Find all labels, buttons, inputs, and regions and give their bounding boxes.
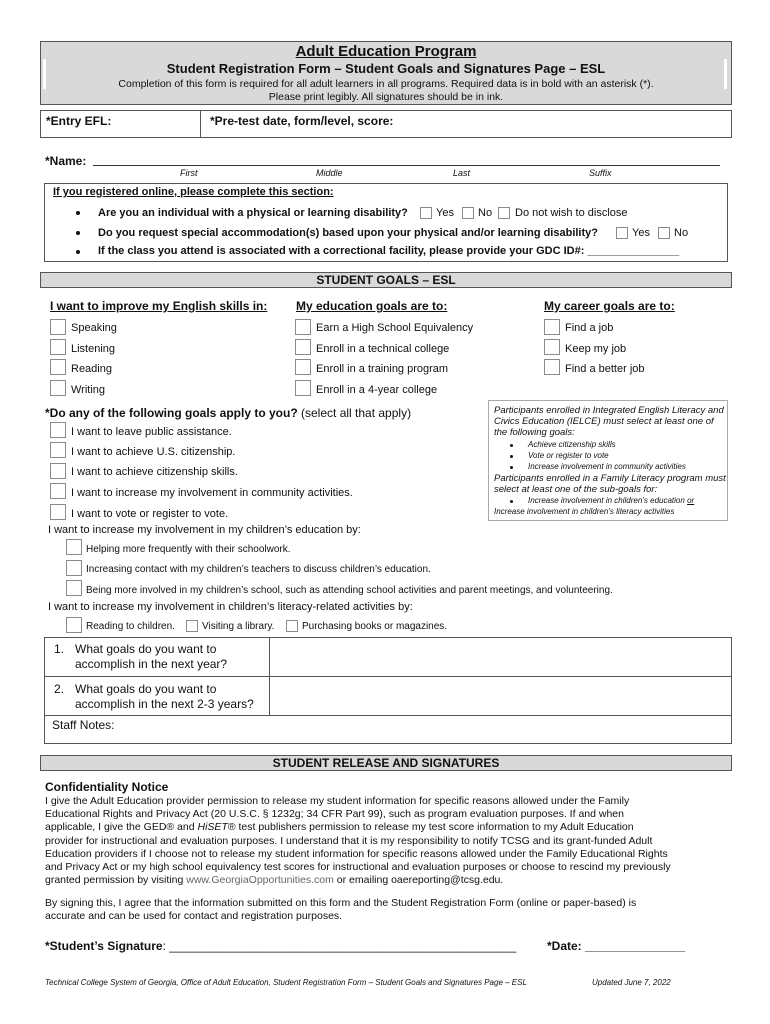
accommodation-no-checkbox[interactable]	[658, 227, 670, 239]
accommodation-question: Do you request special accommodation(s) based upon your physical and/or learning disability?	[98, 227, 598, 239]
conf-line: I give the Adult Education provider permission to release my student information for specific reasons allowed under the Family	[45, 795, 630, 807]
efl-divider	[200, 110, 201, 138]
conf-seg: or emailing oaereporting@tcsg.edu.	[333, 874, 504, 887]
georgia-opportunities-link[interactable]: www.GeorgiaOpportunities.com	[186, 874, 334, 887]
edu-checkbox[interactable]	[295, 380, 311, 396]
q2-number: 2.	[54, 682, 65, 696]
apply-question-text: *Do any of the following goals apply to you?	[45, 406, 298, 420]
literacy-checkbox[interactable]	[286, 620, 298, 632]
children-checkbox[interactable]	[66, 560, 82, 576]
disability-yes-label: Yes	[436, 207, 454, 219]
english-option: Writing	[71, 384, 106, 396]
english-title: I want to improve my English skills in:	[50, 299, 268, 313]
disability-no-checkbox[interactable]	[462, 207, 474, 219]
english-option: Listening	[71, 343, 116, 355]
agree-line: accurate and can be used for contact and registration purposes.	[45, 910, 343, 923]
name-last: Last	[453, 168, 471, 178]
note-bullet-or: or	[687, 496, 695, 505]
accommodation-no-label: No	[674, 227, 689, 239]
form-title: Student Registration Form – Student Goals and Signatures Page – ESL	[166, 61, 606, 76]
name-label: *Name:	[45, 154, 87, 168]
conf-line	[45, 874, 671, 887]
q1-number: 1.	[54, 642, 65, 656]
bullet	[76, 211, 80, 215]
release-header: STUDENT RELEASE AND SIGNATURES	[40, 755, 732, 771]
english-checkbox[interactable]	[50, 319, 66, 335]
signature-line: : ____________________________________________________	[162, 939, 517, 953]
agree-line: By signing this, I agree that the information submitted on this form and the Student Registration Form (online or paper-based) is	[45, 897, 637, 909]
note-bullet: Increase involvement in community activities	[528, 462, 686, 471]
career-title: My career goals are to:	[544, 299, 675, 313]
apply-checkbox[interactable]	[50, 483, 66, 499]
note-bullet: Achieve citizenship skills	[528, 440, 616, 449]
children-option: Being more involved in my children’s school, such as attending school activities and parent meetings, and volunteering.	[86, 585, 613, 596]
bullet	[510, 500, 513, 503]
entry-efl-label[interactable]: *Entry EFL:	[46, 114, 112, 128]
note-p1: Participants enrolled in Integrated English Literacy and Civics Education (IELCE) must select at least one of the following goals:	[494, 405, 724, 438]
instructions-2: Please print legibly. All signatures should be in ink.	[268, 91, 504, 103]
disability-question: Are you an individual with a physical or learning disability?	[98, 207, 408, 219]
name-first: First	[180, 168, 198, 178]
children-checkbox[interactable]	[66, 580, 82, 596]
english-checkbox[interactable]	[50, 380, 66, 396]
goals-header: STUDENT GOALS – ESL	[40, 272, 732, 288]
disability-no-label: No	[478, 207, 493, 219]
edu-option: Enroll in a 4-year college	[316, 384, 438, 396]
agreement-text	[45, 897, 636, 923]
apply-checkbox[interactable]	[50, 422, 66, 438]
edu-title: My education goals are to:	[296, 299, 448, 313]
literacy-option: Visiting a library.	[202, 621, 275, 632]
career-checkbox[interactable]	[544, 319, 560, 335]
pretest-label[interactable]: *Pre-test date, form/level, score:	[210, 114, 394, 128]
signature-label: *Student’s Signature	[45, 939, 163, 953]
conf-line: provider for instructional and evaluation purposes. I understand that it is my responsibility to notify TCSG and its grant-funded Adult	[45, 834, 653, 847]
staff-notes-label: Staff Notes:	[52, 718, 115, 732]
edu-option: Earn a High School Equivalency	[316, 322, 474, 334]
bullet	[76, 231, 80, 235]
career-option: Find a job	[565, 322, 614, 334]
apply-checkbox[interactable]	[50, 463, 66, 479]
apply-question-note: (select all that apply)	[301, 406, 412, 420]
accommodation-yes-checkbox[interactable]	[616, 227, 628, 239]
children-option: Increasing contact with my children’s teachers to discuss children’s education.	[86, 564, 431, 575]
children-option: Helping more frequently with their schoolwork.	[86, 544, 291, 555]
note-bullet-b: Increase involvement in children’s literacy activities	[494, 507, 675, 516]
apply-option: I want to increase my involvement in community activities.	[71, 487, 353, 499]
apply-checkbox[interactable]	[50, 504, 66, 520]
accommodation-yes-label: Yes	[632, 227, 650, 239]
signature-row[interactable]	[45, 939, 516, 953]
bullet	[76, 250, 80, 254]
note-p2: Participants enrolled in a Family Literacy program must select at least one of the sub-goals for:	[494, 473, 726, 495]
career-checkbox[interactable]	[544, 339, 560, 355]
apply-option: I want to achieve U.S. citizenship.	[71, 446, 236, 458]
online-title: If you registered online, please complete this section:	[53, 186, 334, 198]
disability-nd-label: Do not wish to disclose	[515, 207, 628, 219]
program-title: Adult Education Program	[295, 43, 477, 60]
disability-nd-checkbox[interactable]	[498, 207, 510, 219]
edu-checkbox[interactable]	[295, 319, 311, 335]
literacy-option: Reading to children.	[86, 621, 175, 632]
apply-checkbox[interactable]	[50, 442, 66, 458]
note-bullet	[528, 496, 694, 505]
conf-line: Education providers if I choose not to release my student information for specific reasons allowed under the Family Educational Rights	[45, 847, 668, 860]
note-bullet-a: Increase involvement in children’s education	[528, 496, 685, 505]
apply-option: I want to vote or register to vote.	[71, 508, 229, 520]
footer-text: Technical College System of Georgia, Office of Adult Education, Student Registration Form – Student Goals and Signatures Page – ESL	[45, 978, 527, 987]
bullet	[510, 444, 513, 447]
career-checkbox[interactable]	[544, 359, 560, 375]
instructions-1: Completion of this form is required for all adult learners in all programs. Required data is in bold with an asterisk (*).	[118, 78, 654, 90]
english-checkbox[interactable]	[50, 339, 66, 355]
q1-answer[interactable]	[270, 638, 731, 676]
bullet	[510, 455, 513, 458]
edu-option: Enroll in a technical college	[316, 343, 450, 355]
edu-checkbox[interactable]	[295, 339, 311, 355]
confidentiality-text	[45, 795, 671, 887]
literacy-title: I want to increase my involvement in children’s literacy-related activities by:	[48, 601, 413, 613]
english-option: Speaking	[71, 322, 117, 334]
q2-line2: accomplish in the next 2-3 years?	[75, 697, 254, 711]
conf-seg-italic: HiSET	[197, 821, 228, 834]
career-option: Keep my job	[565, 343, 627, 355]
footer-updated: Updated June 7, 2022	[592, 978, 671, 987]
edu-checkbox[interactable]	[295, 359, 311, 375]
note-bullet: Vote or register to vote	[528, 451, 609, 460]
apply-question	[45, 406, 411, 420]
apply-option: I want to achieve citizenship skills.	[71, 466, 238, 478]
gdc-question[interactable]: If the class you attend is associated with a correctional facility, please provide your GDC ID#: _______________	[98, 245, 680, 257]
conf-seg: applicable, I give the GED® and	[45, 821, 198, 834]
english-checkbox[interactable]	[50, 359, 66, 375]
children-checkbox[interactable]	[66, 539, 82, 555]
q1-line1: What goals do you want to	[75, 642, 217, 656]
name-middle: Middle	[316, 168, 343, 178]
bullet	[510, 466, 513, 469]
q2-answer[interactable]	[270, 677, 731, 715]
conf-seg: ® test publishers permission to release my test score information to my Adult Education	[227, 821, 634, 834]
confidentiality-title: Confidentiality Notice	[45, 780, 169, 794]
name-suffix: Suffix	[589, 168, 612, 178]
literacy-checkbox[interactable]	[66, 617, 82, 633]
literacy-option: Purchasing books or magazines.	[302, 621, 448, 632]
date-field[interactable]: *Date: _______________	[547, 939, 686, 953]
apply-option: I want to leave public assistance.	[71, 426, 232, 438]
q2-line1: What goals do you want to	[75, 682, 217, 696]
staff-notes-field[interactable]	[130, 716, 730, 743]
disability-yes-checkbox[interactable]	[420, 207, 432, 219]
name-line[interactable]	[93, 153, 720, 166]
career-option: Find a better job	[565, 363, 645, 375]
english-option: Reading	[71, 363, 112, 375]
literacy-checkbox[interactable]	[186, 620, 198, 632]
children-title: I want to increase my involvement in my children’s education by:	[48, 524, 361, 536]
conf-line	[45, 821, 671, 834]
conf-line: Educational Rights and Privacy Act (20 U.S.C. § 1232g; 34 CFR Part 99), such as program evaluation purposes. If and when	[45, 808, 624, 821]
q1-line2: accomplish in the next year?	[75, 657, 228, 671]
edu-option: Enroll in a training program	[316, 363, 449, 375]
conf-line: and Privacy Act or my high school equivalency test scores for instructional and evaluation purposes or choose to rescind my previously	[45, 861, 671, 874]
conf-seg: granted permission by visiting	[45, 874, 187, 887]
